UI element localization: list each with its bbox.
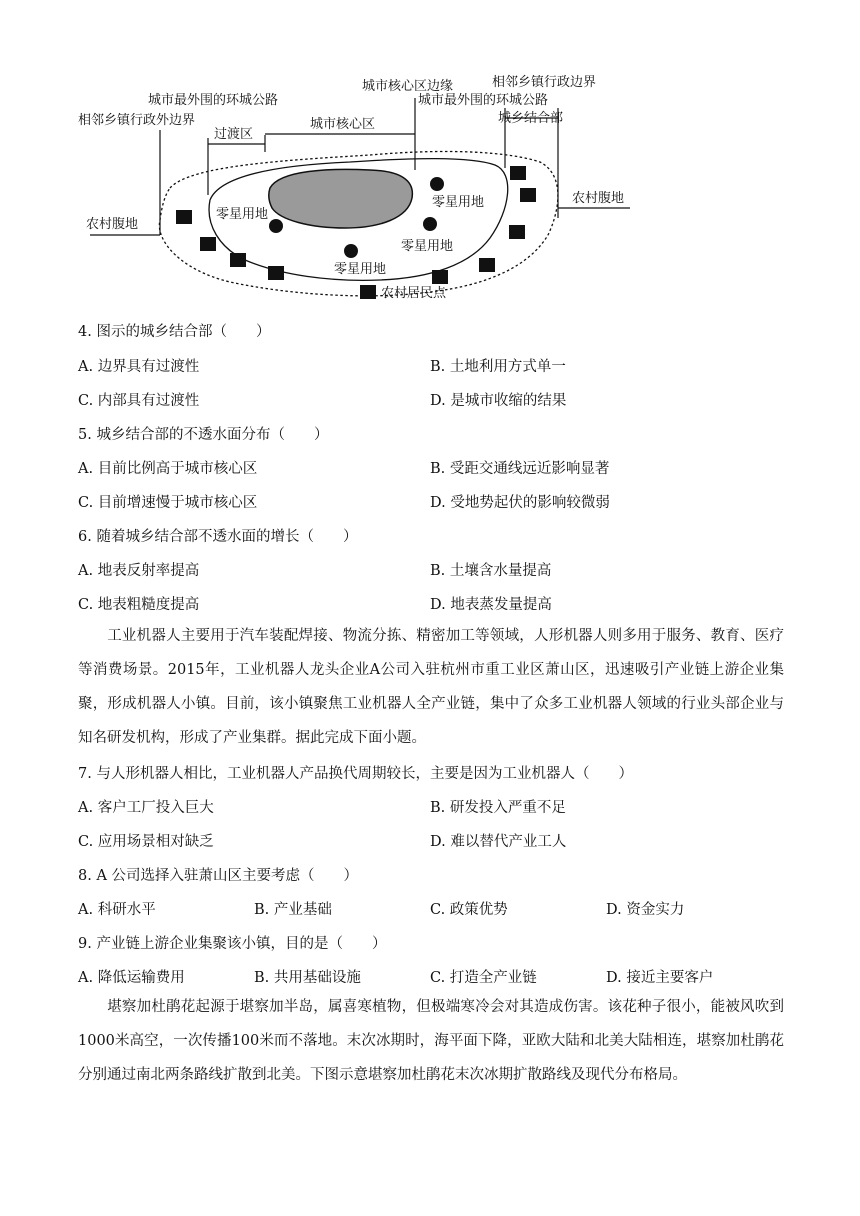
option: D. 是城市收缩的结果: [430, 393, 567, 409]
option: B. 共用基础设施: [254, 970, 361, 986]
passage-robots-text: 工业机器人主要用于汽车装配焊接、物流分拣、精密加工等领域，人形机器人则多用于服务、教育、医疗等消费场景。2015年，工业机器人龙头企业A公司入驻杭州市重工业区萧山区，迅速吸引产业链上游企业集聚，形成机器人小镇。目前，该小镇聚焦工业机器人全产业链，集中了众多工业机器人领域的行业头部企业与知名研发机构，形成了产业集群。据此完成下面小题。: [78, 628, 784, 746]
question-7-stem: 7. 与人形机器人相比，工业机器人产品换代周期较长，主要是因为工业机器人（ ）: [78, 766, 633, 782]
option: A. 降低运输费用: [78, 970, 185, 986]
option: D. 受地势起伏的影响较微弱: [430, 495, 610, 511]
label-core-edge: 城市核心区边缘: [362, 79, 454, 94]
option: A. 目前比例高于城市核心区: [78, 461, 258, 477]
settlement-marker: [200, 237, 216, 251]
option: C. 目前增速慢于城市核心区: [78, 495, 258, 511]
option: C. 地表粗糙度提高: [78, 597, 200, 613]
option: A. 科研水平: [78, 902, 156, 918]
urban-core-area: [269, 169, 413, 228]
label-transition-zone: 过渡区: [214, 127, 254, 142]
settlement-marker: [432, 270, 448, 284]
option: B. 研发投入严重不足: [430, 800, 566, 816]
passage-rhododendron: [78, 990, 784, 1092]
label-scattered-land: 零星用地: [401, 239, 454, 254]
label-outer-ring-road-left: 城市最外围的环城公路: [148, 93, 279, 108]
settlement-marker: [230, 253, 246, 267]
option: B. 土壤含水量提高: [430, 563, 552, 579]
settlement-marker: [509, 225, 525, 239]
question-4-stem: 4. 图示的城乡结合部（ ）: [78, 324, 271, 340]
question-9-stem: 9. 产业链上游企业集聚该小镇，目的是（ ）: [78, 936, 387, 952]
question-8-stem: 8. A 公司选择入驻萧山区主要考虑（ ）: [78, 868, 359, 884]
label-rural-hinterland-right: 农村腹地: [572, 191, 625, 206]
question-6-stem: 6. 随着城乡结合部不透水面的增长（ ）: [78, 529, 358, 545]
option: D. 地表蒸发量提高: [430, 597, 552, 613]
label-scattered-land: 零星用地: [334, 262, 387, 277]
settlement-legend-marker: [360, 285, 376, 299]
option: B. 产业基础: [254, 902, 332, 918]
label-scattered-land: 零星用地: [432, 195, 485, 210]
label-neighbor-boundary-right: 相邻乡镇行政边界: [492, 75, 597, 90]
passage-robots: [78, 619, 784, 755]
settlement-marker: [520, 188, 536, 202]
label-neighbor-boundary-left: 相邻乡镇行政外边界: [78, 113, 196, 128]
label-scattered-land: 零星用地: [216, 207, 269, 222]
urban-rural-fringe-diagram: [70, 70, 670, 310]
label-rural-hinterland-left: 农村腹地: [86, 217, 139, 232]
settlement-marker: [479, 258, 495, 272]
option: B. 土地利用方式单一: [430, 359, 566, 375]
settlement-marker: [510, 166, 526, 180]
option: C. 内部具有过渡性: [78, 393, 200, 409]
scattered-land-marker: [344, 244, 358, 258]
option: D. 难以替代产业工人: [430, 834, 567, 850]
option: B. 受距交通线远近影响显著: [430, 461, 610, 477]
option: C. 打造全产业链: [430, 970, 537, 986]
scattered-land-marker: [269, 219, 283, 233]
option: A. 边界具有过渡性: [78, 359, 200, 375]
label-rural-settlement: 农村居民点: [381, 286, 447, 301]
scattered-land-marker: [423, 217, 437, 231]
question-5-stem: 5. 城乡结合部的不透水面分布（ ）: [78, 427, 329, 443]
option: C. 应用场景相对缺乏: [78, 834, 214, 850]
label-outer-ring-road-right: 城市最外围的环城公路: [418, 93, 549, 108]
option: C. 政策优势: [430, 902, 508, 918]
scattered-land-marker: [430, 177, 444, 191]
label-urban-core: 城市核心区: [310, 117, 376, 132]
option: D. 接近主要客户: [606, 970, 714, 986]
label-urban-rural-fringe: 城乡结合部: [498, 111, 564, 126]
settlement-marker: [268, 266, 284, 280]
option: A. 客户工厂投入巨大: [78, 800, 214, 816]
option: D. 资金实力: [606, 902, 685, 918]
option: A. 地表反射率提高: [78, 563, 200, 579]
passage-rhododendron-text: 堪察加杜鹃花起源于堪察加半岛，属喜寒植物，但极端寒冷会对其造成伤害。该花种子很小，能被风吹到1000米高空，一次传播100米而不落地。末次冰期时，海平面下降，亚欧大陆和北美大陆相连，堪察加杜鹃花分别通过南北两条路线扩散到北美。下图示意堪察加杜鹃花末次冰期扩散路线及现代分布格局。: [78, 999, 784, 1083]
settlement-marker: [176, 210, 192, 224]
